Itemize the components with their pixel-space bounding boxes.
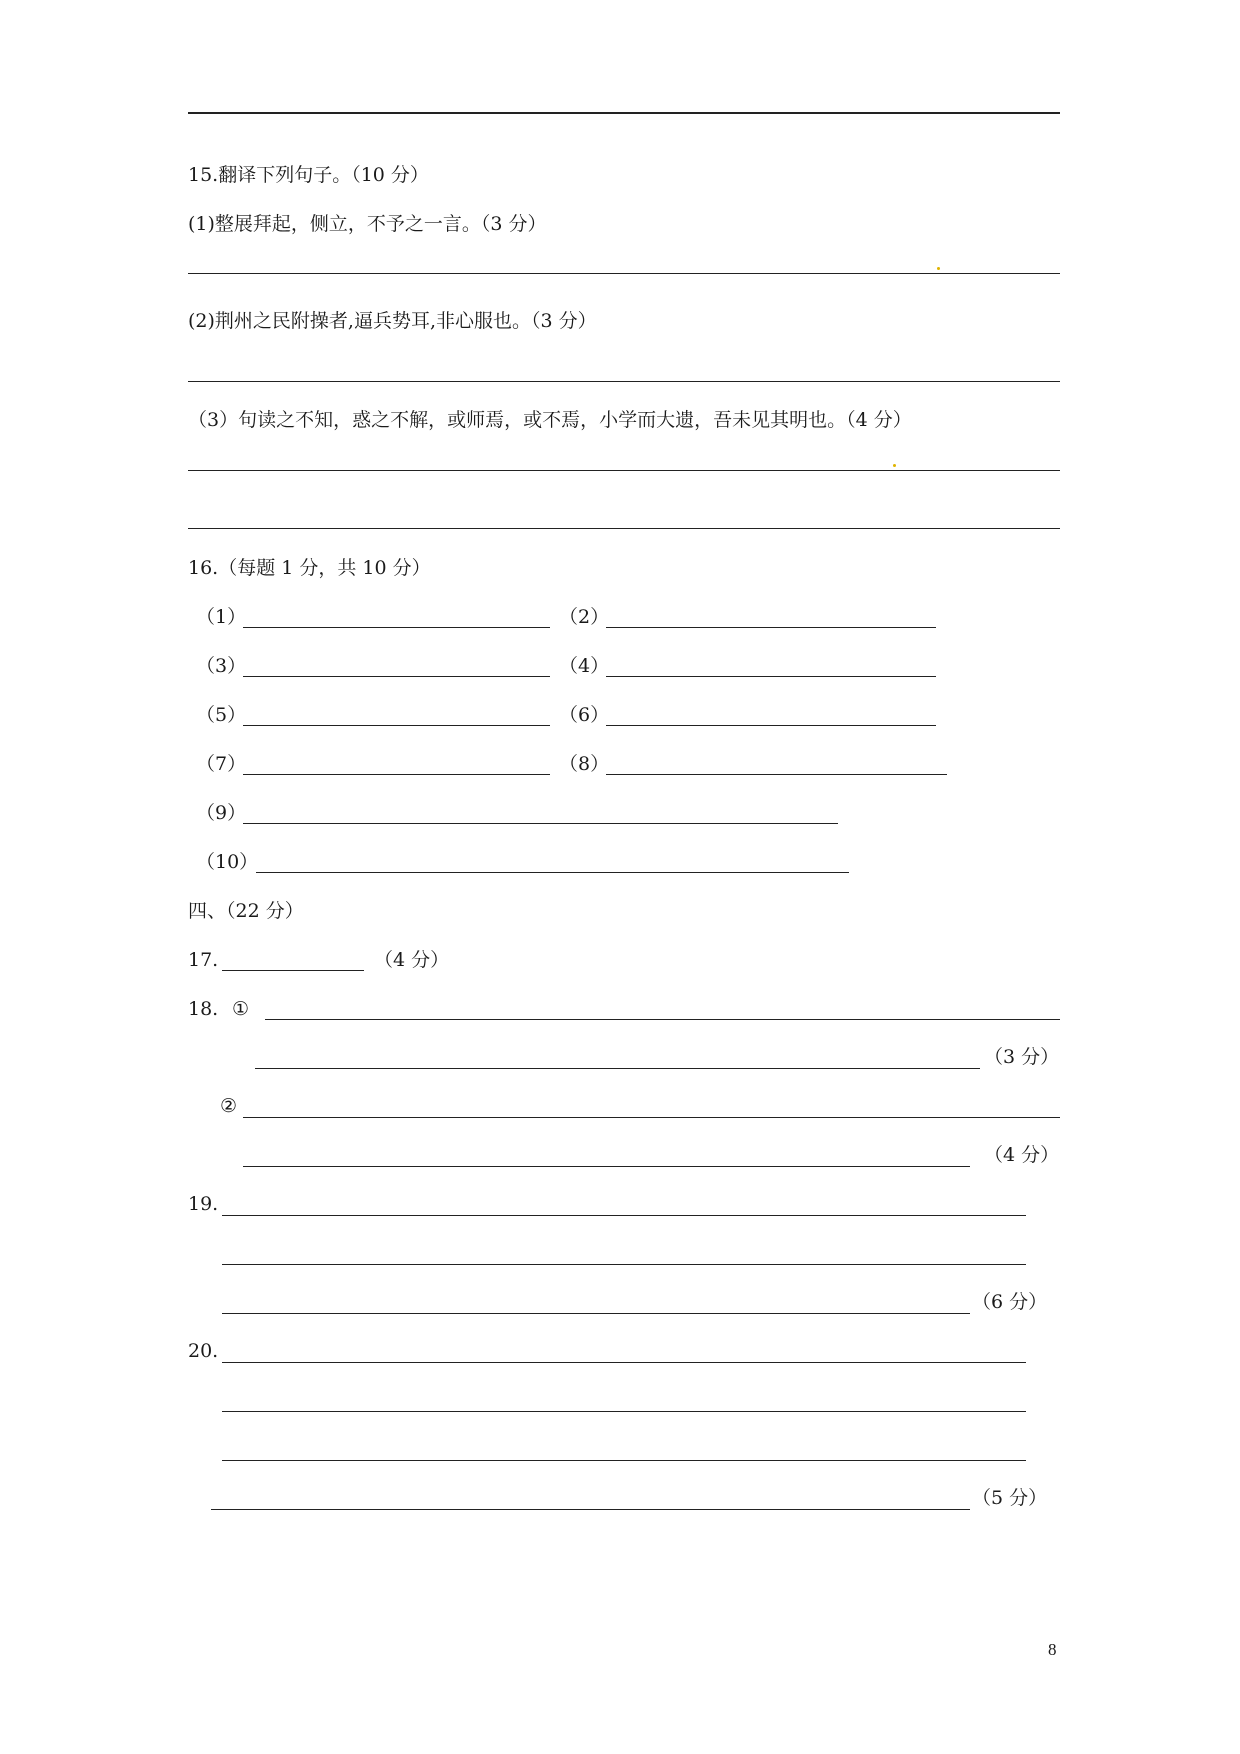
q18-label: 18. <box>188 998 219 1020</box>
speck <box>937 267 940 270</box>
q16-item-1: （1） <box>196 606 247 628</box>
q16-item-9: （9） <box>196 802 247 824</box>
q16-item-5: （5） <box>196 704 247 726</box>
q15-answer-line-1[interactable] <box>188 273 1060 274</box>
q16-answer-line-8[interactable] <box>606 774 947 775</box>
section-4-title: 四、（22 分） <box>188 900 304 922</box>
q17-answer-line[interactable] <box>222 970 364 971</box>
q16-answer-line-10[interactable] <box>256 872 849 873</box>
q16-answer-line-3[interactable] <box>243 676 550 677</box>
q18-answer-line-1b[interactable] <box>255 1068 980 1069</box>
q16-item-10: （10） <box>196 851 259 873</box>
q15-answer-line-3a[interactable] <box>188 470 1060 471</box>
q19-answer-line-1[interactable] <box>222 1215 1026 1216</box>
q16-answer-line-7[interactable] <box>243 774 550 775</box>
q15-title: 15.翻译下列句子。（10 分） <box>188 164 429 186</box>
q19-label: 19. <box>188 1193 219 1215</box>
q20-answer-line-3[interactable] <box>222 1460 1026 1461</box>
q16-answer-line-4[interactable] <box>606 676 936 677</box>
q15-answer-line-2[interactable] <box>188 381 1060 382</box>
q15-answer-line-3b[interactable] <box>188 528 1060 529</box>
q18-score-1: （3 分） <box>984 1046 1060 1068</box>
q16-item-4: （4） <box>559 655 610 677</box>
top-rule <box>188 112 1060 114</box>
q19-answer-line-3[interactable] <box>222 1313 970 1314</box>
page-number: 8 <box>1048 1640 1057 1659</box>
q16-item-3: （3） <box>196 655 247 677</box>
q16-answer-line-5[interactable] <box>243 725 550 726</box>
q20-answer-line-4[interactable] <box>211 1509 970 1510</box>
q17-label: 17. <box>188 949 219 971</box>
speck <box>893 464 896 467</box>
q16-title: 16.（每题 1 分，共 10 分） <box>188 557 431 579</box>
q15-sentence-3: （3）句读之不知，惑之不解，或师焉，或不焉，小学而大遗，吾未见其明也。（4 分） <box>188 409 912 431</box>
q16-item-7: （7） <box>196 753 247 775</box>
q16-item-8: （8） <box>559 753 610 775</box>
q17-score: （4 分） <box>374 949 450 971</box>
q16-answer-line-1[interactable] <box>243 627 550 628</box>
q15-sentence-2: (2)荆州之民附操者,逼兵势耳,非心服也。（3 分） <box>188 310 597 332</box>
q15-sentence-1: (1)整展拜起，侧立，不予之一言。（3 分） <box>188 213 547 235</box>
q20-answer-line-2[interactable] <box>222 1411 1026 1412</box>
q18-marker-2: ② <box>220 1095 238 1117</box>
q19-score: （6 分） <box>972 1291 1048 1313</box>
q16-item-6: （6） <box>559 704 610 726</box>
q18-marker-1: ① <box>232 998 250 1020</box>
q19-answer-line-2[interactable] <box>222 1264 1026 1265</box>
q16-answer-line-2[interactable] <box>606 627 936 628</box>
q18-score-2: （4 分） <box>984 1144 1060 1166</box>
q18-answer-line-1a[interactable] <box>265 1019 1060 1020</box>
q16-item-2: （2） <box>559 606 610 628</box>
q16-answer-line-9[interactable] <box>243 823 838 824</box>
q20-answer-line-1[interactable] <box>222 1362 1026 1363</box>
q20-label: 20. <box>188 1340 219 1362</box>
q18-answer-line-2b[interactable] <box>243 1166 970 1167</box>
q16-answer-line-6[interactable] <box>606 725 936 726</box>
q18-answer-line-2a[interactable] <box>243 1117 1060 1118</box>
q20-score: （5 分） <box>972 1487 1048 1509</box>
